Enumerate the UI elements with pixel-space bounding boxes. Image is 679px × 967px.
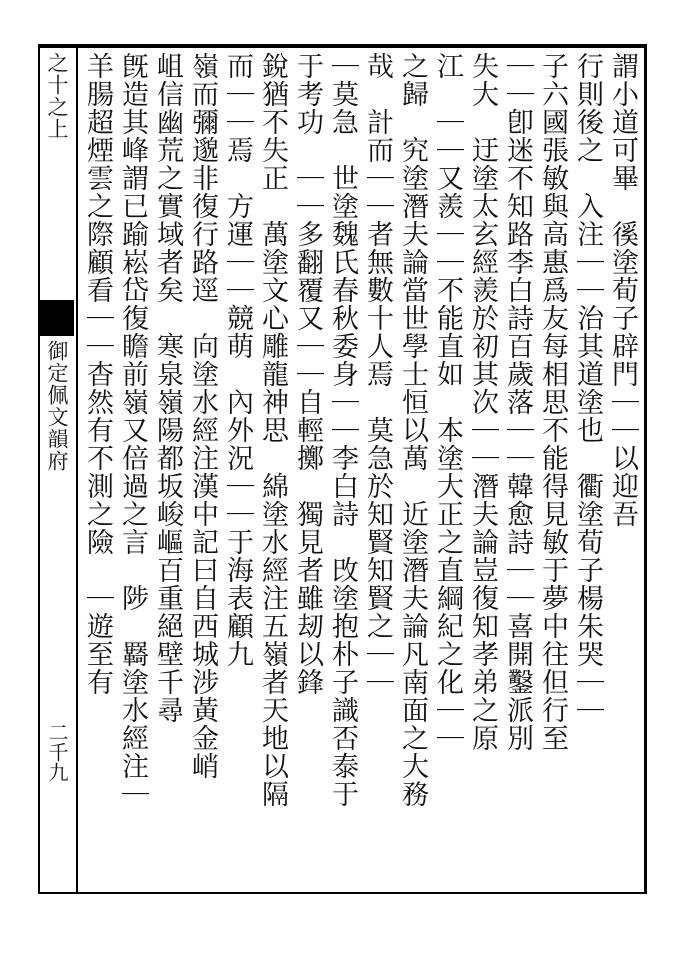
right-border-rule xyxy=(644,44,647,894)
bottom-border-rule xyxy=(38,892,646,894)
text-column-9: ｜莫急 世塗魏氏春秋委身｜｜李白詩 攺塗抱朴子識否泰于 xyxy=(327,52,358,808)
top-border-rule xyxy=(38,44,646,48)
text-column-10: 于考功 ｜｜多翻覆又｜｜自輕擲 獨見者雖刼以鋒 xyxy=(292,52,323,696)
fishtail-mark xyxy=(40,300,74,336)
margin-divider-rule xyxy=(76,48,78,894)
text-column-2: 行則後之 入注｜｜治其道塗也 衢塗荀子楊朱哭｜｜ xyxy=(572,52,603,724)
text-column-16: 羊腸超煙雲之際顧看｜｜杳然有不測之險 ｜遊至有 xyxy=(82,52,113,696)
text-column-13: 嶺而彌邈非復行路逕 向塗水經注漢中記曰自西城涉黃金峭 xyxy=(187,52,218,780)
margin-header-fragment: 之十之上 xyxy=(45,52,69,140)
text-column-1: 謂小道可畢 徯塗荀子辟門｜｜以迎吾 xyxy=(607,52,638,528)
text-column-11: 銳猶不失正 萬塗文心雕龍神思 綿塗水經注五嶺者天地以隔 xyxy=(257,52,288,808)
text-column-7: 之歸 究塗潛夫論當世學士恒以萬 近塗潛夫論凡南面之大務 xyxy=(397,52,428,808)
main-text-block xyxy=(80,52,640,888)
margin-book-title: 御定佩文韻府 xyxy=(45,340,69,472)
page-number: 二千九 xyxy=(45,722,69,782)
text-column-4: ｜｜卽迷不知路李白詩百歲落｜｜韓愈詩｜｜喜開鑿派別 xyxy=(502,52,533,752)
text-column-8: 哉 計而｜｜者無數十人焉 莫急於知賢知賢之｜｜ xyxy=(362,52,393,696)
text-column-3: 子六國張敏與高惠爲友每相思不能得見敏于夢中往但行至 xyxy=(537,52,568,752)
text-column-14: 岨信幽荒之實域者矣 寒泉嶺陽都坂峻嶇百重絕壁千尋 xyxy=(152,52,183,724)
text-column-5: 失大 迂塗太玄經羨於初其次｜｜潛夫論豈復知孝弟之原 xyxy=(467,52,498,752)
text-column-12: 而｜｜焉 方運｜｜競萌 內外況｜｜于海表顧九 xyxy=(222,52,253,668)
text-column-15: 旣造其峰謂已踰崧岱復瞻前嶺又倍過之言 陟 羇塗水經注｜ xyxy=(117,52,148,808)
text-column-6: 江 ｜｜又羨｜｜不能直如 本塗大正之直綱紀之化｜｜ xyxy=(432,52,463,752)
